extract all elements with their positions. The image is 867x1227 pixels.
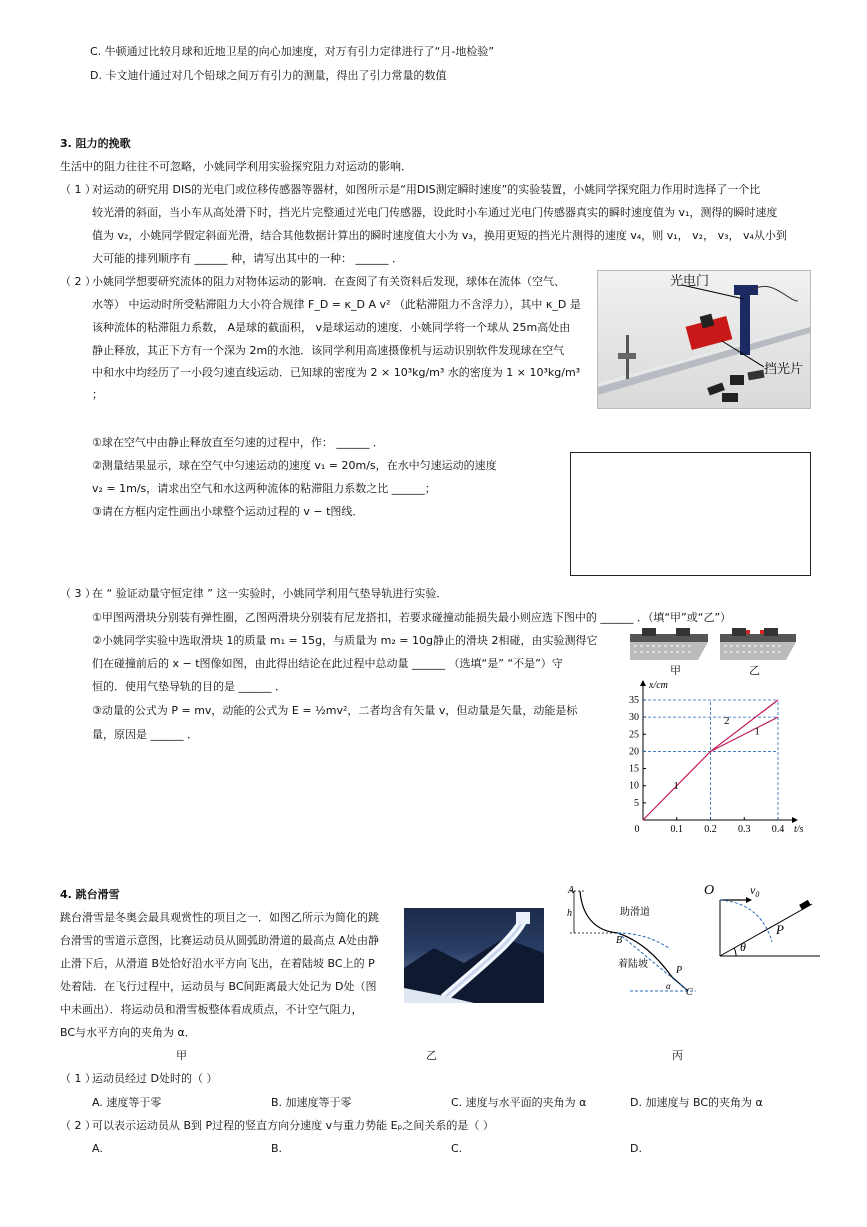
part-2-sub-1: ①球在空气中由静止释放直至匀速的过程中，作： ______ ．	[92, 436, 384, 449]
y-axis-label: x/cm	[649, 680, 668, 691]
y-tick-label: 25	[629, 729, 639, 741]
part-1-line: 较光滑的斜面，当小车从高处滑下时，挡光片完整通过光电门传感器，设此时小车通过光电门传感器真实的瞬时速度值为 v₁，测得的瞬时速度	[92, 206, 778, 219]
series-label: 1	[673, 780, 679, 793]
part-3-sub-2: ②小姚同学实验中选取滑块 1的质量 m₁ = 15g，与质量为 m₂ = 10g静止的滑块 2相碰，由实验测得它	[92, 634, 598, 647]
label-alpha: α	[666, 981, 671, 991]
part-2-sub-3: ③请在方框内定性画出小球整个运动过程的 v − t图线．	[92, 505, 364, 518]
photo-label-light-gate: 光电门	[670, 274, 710, 289]
label-theta: θ	[740, 940, 746, 954]
sub-2-option-c[interactable]: C.	[451, 1142, 463, 1155]
sub-2-option-d[interactable]: D.	[630, 1142, 642, 1155]
part-2-line: ；	[92, 388, 103, 401]
label-h: h	[567, 908, 572, 919]
part-3-sub-3: 量，原因是 ______ ．	[92, 728, 198, 741]
y-tick-label: 5	[634, 797, 639, 809]
question-4-line: 中未画出）．将运动员和滑雪板整体看成质点，不计空气阻力，	[60, 1003, 363, 1016]
label-c: C	[686, 987, 693, 998]
sub-1-option-a[interactable]: A. 速度等于零	[92, 1096, 162, 1109]
part-2-line: 中和水中均经历了一小段匀速直线运动．已知球的密度为 2 × 10³kg/m³ 水的密度为 1 × 10³kg/m³	[92, 366, 581, 379]
part-1-number: （ 1 ）	[60, 183, 96, 196]
part-2-number: （ 2 ）	[60, 275, 96, 288]
label-landing-slope: 着陆坡	[618, 959, 648, 970]
x-tick-label: 0.3	[738, 824, 751, 835]
sub-1-number: （ 1 ）	[60, 1072, 96, 1085]
label-p: P	[676, 965, 683, 976]
series-label: 2	[724, 715, 730, 727]
question-4-line: 跳台滑雪是冬奥会最具观赏性的项目之一．如图乙所示为简化的跳	[60, 911, 379, 924]
label-run-up: 助滑道	[620, 907, 650, 918]
part-1-line: 值为 v₂，小姚同学假定斜面光滑，结合其他数据计算出的瞬时速度值大小为 v₃，换用更短的挡光片测得的速度 v₄，则 v₁， v₂， v₃， v₄从小到	[92, 229, 787, 242]
sub-2-stem: 可以表示运动员从 B到 P过程的竖直方向分速度 v与重力势能 Eₚ之间关系的是（ ）	[92, 1119, 494, 1132]
option-d-text: D. 卡文迪什通过对几个铅球之间万有引力的测量，得出了引力常量的数值	[90, 69, 447, 82]
label-p: P	[776, 922, 784, 937]
series-label: 1	[754, 725, 760, 738]
photo-label-shutter: 挡光片	[764, 362, 804, 377]
label-a: A	[568, 885, 575, 896]
label-b: B	[616, 935, 623, 946]
sub-1-option-d[interactable]: D. 加速度与 BC的夹角为 α	[630, 1096, 763, 1109]
answer-drawing-box	[570, 452, 811, 576]
figure-label-jia: 甲	[670, 664, 681, 677]
question-4-line: BC与水平方向的夹角为 α．	[60, 1026, 196, 1039]
part-2-line: 小姚同学想要研究流体的阻力对物体运动的影响．在查阅了有关资料后发现，球体在流体（空气、	[92, 275, 565, 288]
question-4-line: 台滑雪的雪道示意图，比赛运动员从圆弧助滑道的最高点 A处由静	[60, 934, 380, 947]
part-2-line: 水等） 中运动时所受粘滞阻力大小符合规律 F_D = κ_D A v² （此粘滞阻力不含浮力），其中 κ_D 是	[92, 298, 581, 311]
figure-label-bing: 丙	[672, 1049, 683, 1062]
question-3-intro: 生活中的阻力往往不可忽略，小姚同学利用实验探究阻力对运动的影响．	[60, 160, 412, 173]
label-o: O	[704, 883, 715, 898]
figure-label-jia: 甲	[176, 1049, 187, 1062]
ski-jump-photo	[404, 908, 544, 1003]
question-4-line: 处着陆．在飞行过程中，运动员与 BC间距离最大处记为 D处（图	[60, 980, 377, 993]
part-3-sub-2: 恒的．使用气垫导轨的目的是 ______ ．	[92, 680, 286, 693]
y-tick-label: 10	[629, 780, 639, 792]
sub-2-option-b[interactable]: B.	[271, 1142, 283, 1155]
part-3-sub-2: 们在碰撞前后的 x − t图像如图，由此得出结论在此过程中总动量 ______ （选填“是” “不是”）守	[92, 657, 563, 670]
option-c-text: C. 牛顿通过比较月球和近地卫星的向心加速度，对万有引力定律进行了“月-地检验”	[90, 45, 495, 58]
y-tick-label: 35	[629, 695, 639, 706]
y-tick-label: 20	[629, 746, 639, 758]
y-axis-arrow	[640, 680, 646, 686]
question-4-line: 止滑下后，从滑道 B处恰好沿水平方向飞出，在着陆坡 BC上的 P	[60, 957, 375, 970]
question-4-title: 4. 跳台滑雪	[60, 888, 120, 901]
part-2-line: 静止释放，其正下方有一个深为 2m的水池．该同学利用高速摄像机与运动识别软件发现球在空气	[92, 344, 565, 357]
part-2-sub-2: v₂ = 1m/s，请求出空气和水这两种流体的粘滞阻力系数之比 ______；	[92, 482, 436, 495]
air-track-sliders-figure	[628, 628, 798, 678]
sub-2-number: （ 2 ）	[60, 1119, 96, 1132]
x-t-chart	[615, 676, 804, 836]
label-v0: $v_0$	[750, 883, 760, 899]
part-2-sub-2: ②测量结果显示，球在空气中匀速运动的速度 v₁ = 20m/s，在水中匀速运动的速度	[92, 459, 497, 472]
x-axis-label: t/s	[794, 824, 804, 835]
sub-1-stem: 运动员经过 D处时的（ ）	[92, 1072, 218, 1085]
y-tick-label: 30	[629, 712, 639, 724]
dis-apparatus-photo	[597, 270, 811, 409]
projectile-diagram	[700, 880, 825, 980]
series-line-2	[711, 700, 779, 751]
ski-slope-diagram	[560, 885, 700, 1000]
part-1-line: 对运动的研究用 DIS的光电门或位移传感器等器材，如图所示是“用DIS测定瞬时速度”的实验装置，小姚同学探究阻力作用时选择了一个比	[92, 183, 761, 196]
figure-label-yi: 乙	[749, 664, 760, 677]
x-tick-label: 0.4	[771, 824, 785, 835]
x-tick-label: 0.2	[704, 824, 717, 835]
x-tick-label: 0	[634, 824, 640, 835]
part-3-sub-1: ①甲图两滑块分别装有弹性圈，乙图两滑块分别装有尼龙搭扣，若要求碰撞动能损失最小则应选下图中的 ______ ．（填“甲”或“乙”）	[92, 611, 732, 624]
part-3-sub-3: ③动量的公式为 P = mv，动能的公式为 E = ½mv²，二者均含有矢量 v，但动量是矢量，动能是标	[92, 704, 578, 717]
part-3-number: （ 3 ）	[60, 587, 96, 600]
part-1-line: 大可能的排列顺序有 ______ 种，请写出其中的一种： ______ ．	[92, 252, 403, 265]
sub-2-option-a[interactable]: A.	[92, 1142, 103, 1155]
x-tick-label: 0.1	[670, 824, 683, 835]
sub-1-option-c[interactable]: C. 速度与水平面的夹角为 α	[451, 1096, 587, 1109]
figure-label-yi: 乙	[426, 1049, 437, 1062]
part-3-line: 在 “ 验证动量守恒定律 ” 这一实验时，小姚同学利用气垫导轨进行实验．	[92, 587, 448, 600]
x-axis-arrow	[792, 817, 798, 823]
part-2-line: 该种流体的粘滞阻力系数， A是球的截面积， v是球运动的速度．小姚同学将一个球从 25m高处由	[92, 321, 571, 334]
y-tick-label: 15	[629, 763, 639, 775]
sub-1-option-b[interactable]: B. 加速度等于零	[271, 1096, 352, 1109]
question-3-title: 3. 阻力的挽歌	[60, 137, 131, 150]
